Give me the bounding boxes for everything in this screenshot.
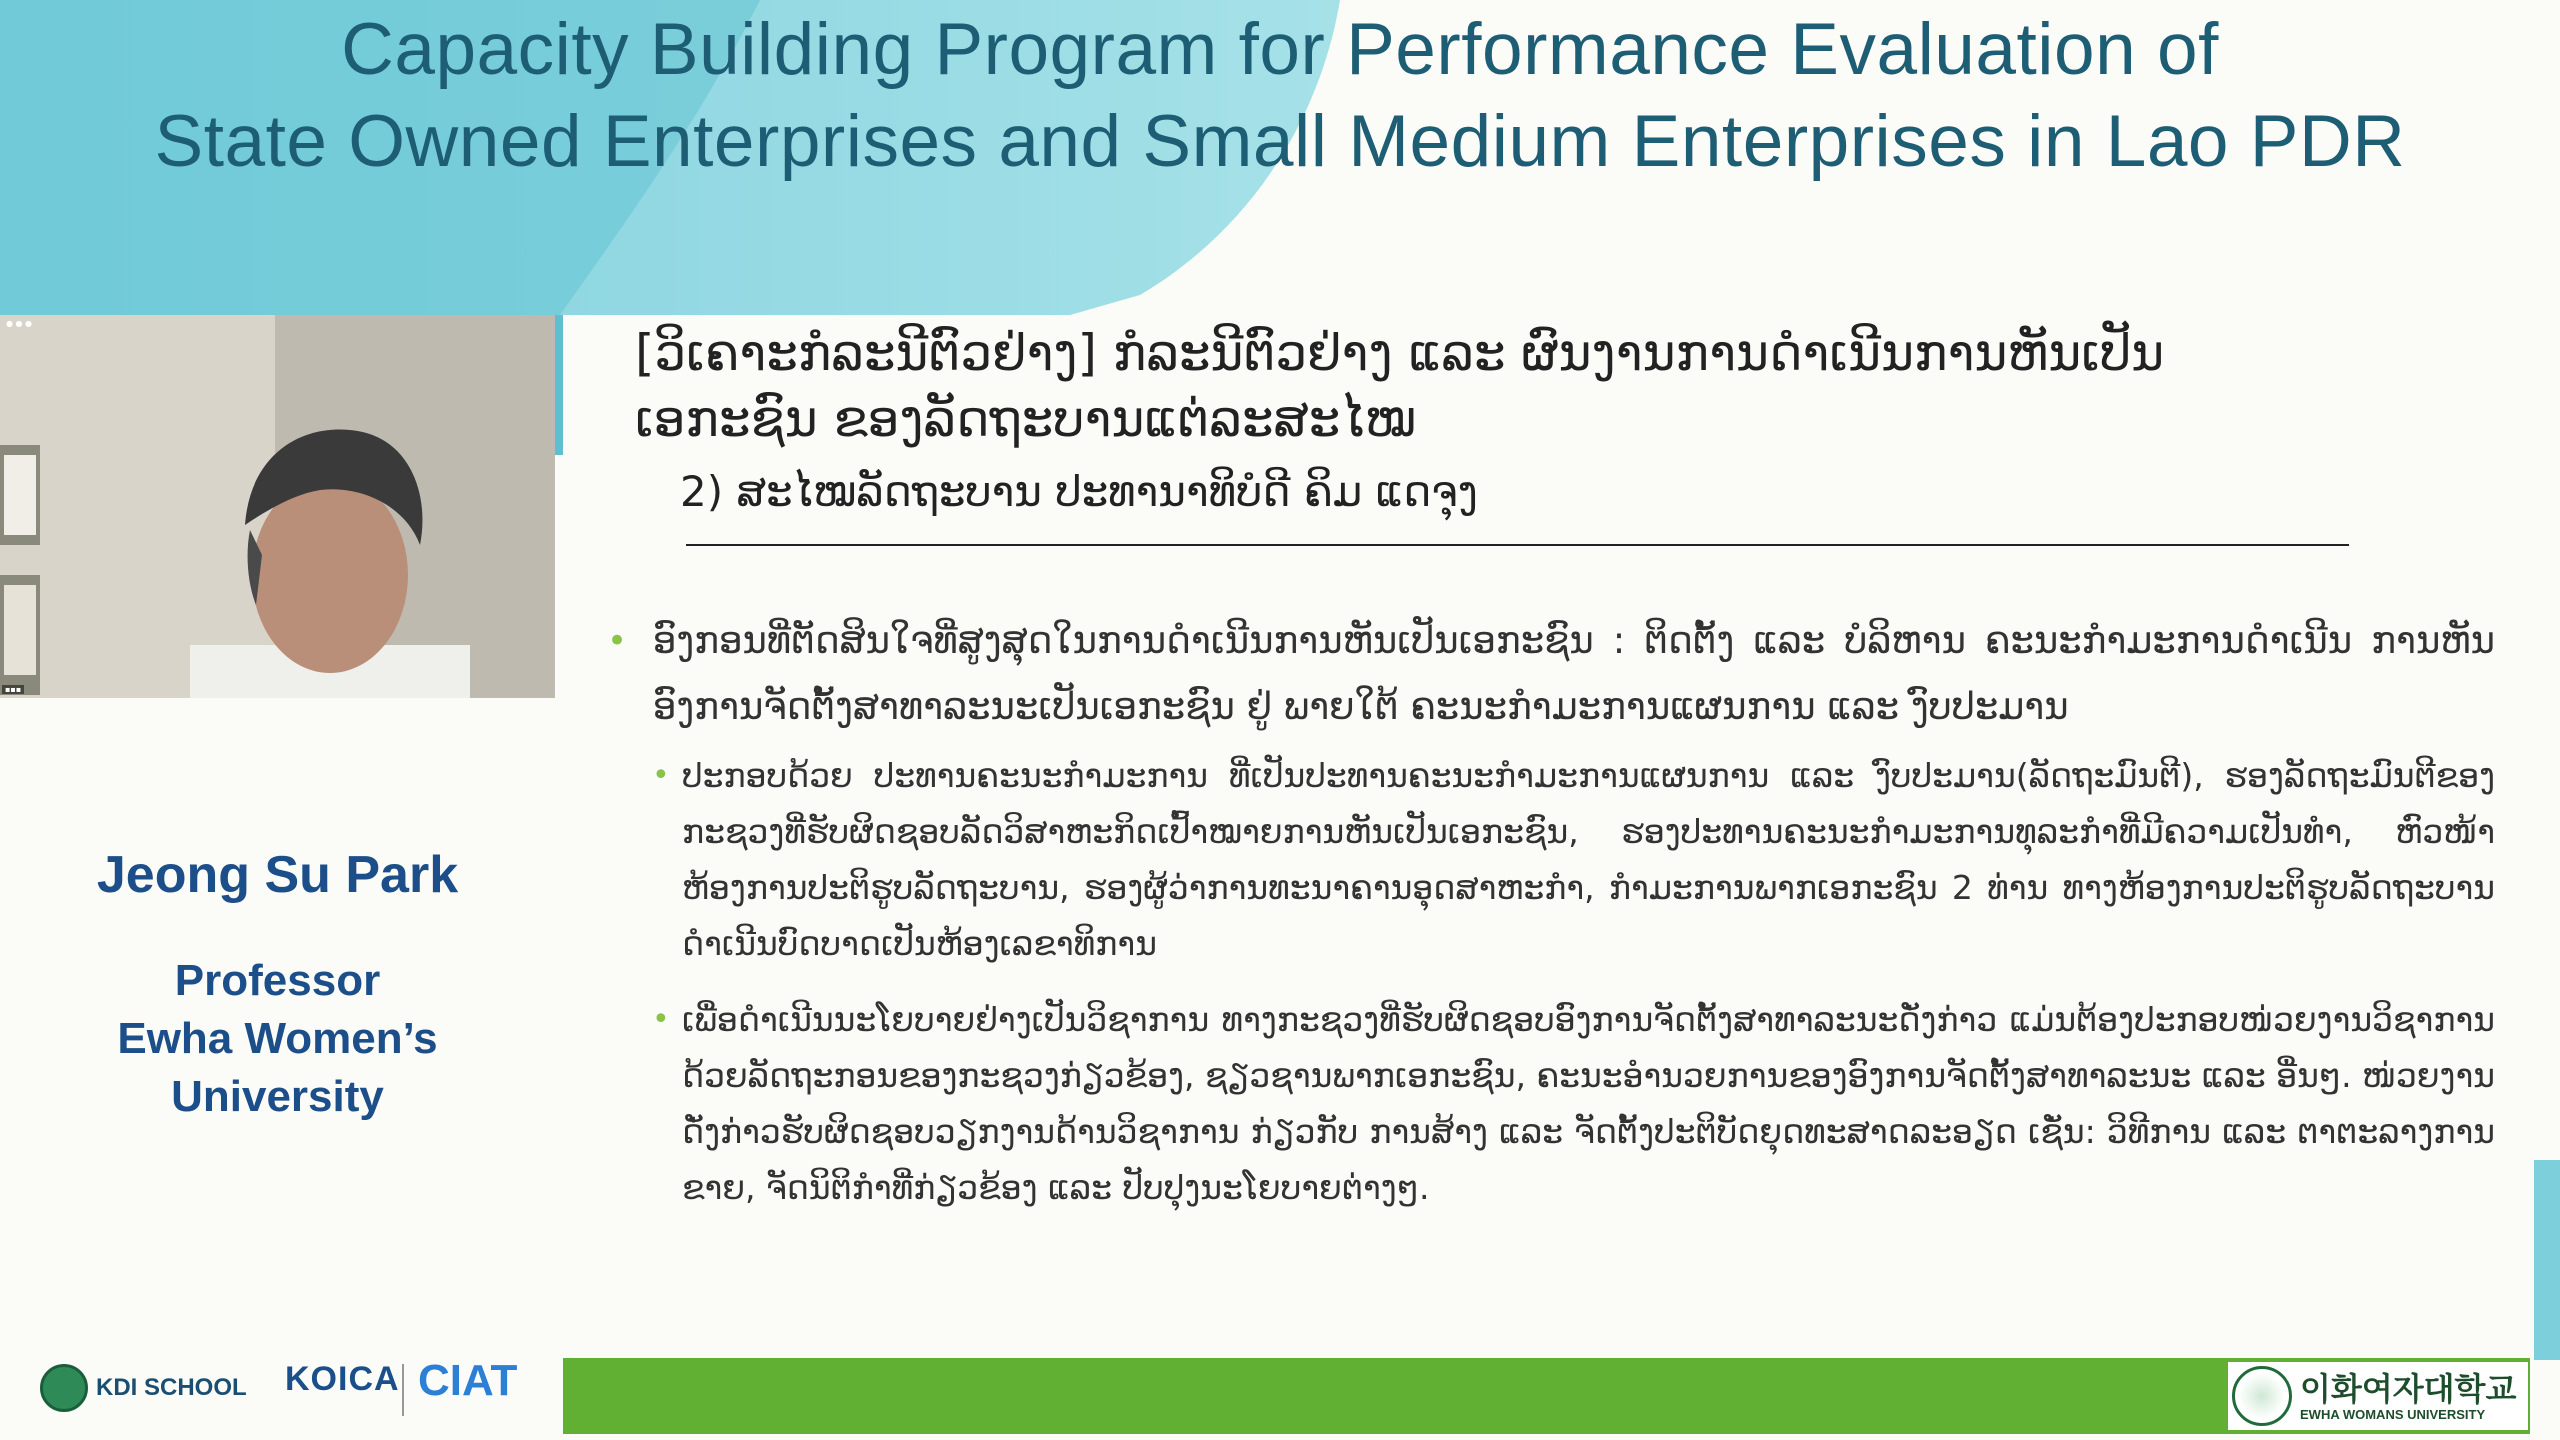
bullet-main	[607, 608, 2495, 740]
speaker-affiliation-line1: Ewha Women’s	[117, 1014, 438, 1063]
bullet-sub-2-text: ເພື່ອດຳເນີນນະໂຍບາຍຢ່າງເປັນວິຊາການ ທາງກະຊວງທີ່ຮັບຜິດຊອບອົງການຈັດຕັ້ງສາທາລະນະດັ່ງກ່າວ ແມ່ນຕ້ອງປະກອບໜ່ວຍງານວິຊາການ ດ້ວຍລັດຖະກອນຂອງກະຊວງກ່ຽວຂ້ອງ, ຊຽວຊານພາກເອກະຊົນ, ຄະນະອຳນວຍການຂອງອົງການຈັດຕັ້ງສາທາລະນະ ແລະ ອື່ນໆ. ໜ່ວຍງານດັ່ງກ່າວຮັບຜິດຊອບວຽກງານດ້ານວິຊາການ ກ່ຽວກັບ ການສ້າງ ແລະ ຈັດຕັ້ງປະຕິບັດຍຸດທະສາດລະອຽດ ເຊັ່ນ: ວິທີການ ແລະ ຕາຕະລາງການຂາຍ, ຈັດນິຕິກຳທີ່ກ່ຽວຂ້ອງ ແລະ ປັບປຸງນະໂຍບາຍຕ່າງໆ.	[682, 1000, 2496, 1207]
program-title-line1: Capacity Building Program for Performance Evaluation of	[341, 9, 2219, 90]
kdi-logo-text: KDI SCHOOL	[96, 1374, 247, 1401]
bullet-dot-icon: •	[652, 758, 670, 793]
koica-logo: KOICA	[285, 1360, 400, 1398]
ciat-logo: CIAT	[418, 1356, 518, 1405]
speaker-video[interactable]	[0, 315, 555, 698]
slide-title: [ວິເຄາະກໍລະນີຕົວຢ່າງ] ກໍລະນີຕົວຢ່າງ ແລະ ຜົນງານການດຳເນີນການຫັນເປັນເອກະຊົນ ຂອງລັດຖະບານແຕ່ລະສະໄໝ	[635, 324, 2165, 448]
speaker-role: Professor	[174, 956, 381, 1005]
speaker-info	[0, 840, 555, 1126]
title-divider	[686, 544, 2349, 546]
speaker-affiliation-line2: University	[171, 1072, 384, 1121]
bullet-sub-1	[652, 748, 2495, 972]
video-name-tag: ▪▪▪	[2, 685, 24, 694]
ewha-university-logo	[2228, 1362, 2528, 1430]
kdi-school-logo	[40, 1364, 247, 1412]
program-title	[0, 0, 2560, 188]
program-title-line2: State Owned Enterprises and Small Medium Enterprises in Lao PDR	[154, 101, 2406, 182]
kdi-emblem-icon	[40, 1364, 88, 1412]
ewha-emblem-icon	[2232, 1366, 2292, 1426]
slide-subtitle: 2) ສະໄໝລັດຖະບານ ປະທານາທິບໍດີ ຄິມ ແດຈຸງ	[680, 467, 1478, 516]
bullet-main-text: ອົງກອນທີ່ຕັດສິນໃຈທີ່ສູງສຸດໃນການດຳເນີນການຫັນເປັນເອກະຊົນ : ຕິດຕັ້ງ ແລະ ບໍລິຫານ ຄະນະກຳມະການດຳເນີນ ການຫັນອົງການຈັດຕັ້ງສາທາລະນະເປັນເອກະຊົນ ຢູ່ ພາຍໃຕ້ ຄະນະກຳມະການແຜນການ ແລະ ງົບປະມານ	[653, 619, 2495, 728]
bullet-sub-2	[652, 992, 2496, 1216]
logo-separator	[402, 1364, 404, 1416]
speaker-video-frame	[0, 315, 555, 698]
right-edge-accent	[2534, 1160, 2560, 1360]
bullet-sub-1-text: ປະກອບດ້ວຍ ປະທານຄະນະກຳມະການ ທີ່ເປັນປະທານຄະນະກຳມະການແຜນການ ແລະ ງົບປະມານ(ລັດຖະມົນຕີ), ຮອງລັດຖະມົນຕີຂອງກະຊວງທີ່ຮັບຜິດຊອບລັດວິສາຫະກິດເປົ້າໝາຍການຫັນເປັນເອກະຊົນ, ຮອງປະທານຄະນະກຳມະການທຸລະກຳທີ່ມີຄວາມເປັນທຳ, ຫົວໜ້າຫ້ອງການປະຕິຮູບລັດຖະບານ, ຮອງຜູ້ວ່າການທະນາຄານອຸດສາຫະກຳ, ກຳມະການພາກເອກະຊົນ 2 ທ່ານ ທາງຫ້ອງການປະຕິຮູບລັດຖະບານ ດຳເນີນບົດບາດເປັນຫ້ອງເລຂາທິການ	[682, 756, 2495, 963]
speaker-name: Jeong Su Park	[96, 846, 459, 904]
ewha-korean-name: 이화여자대학교	[2300, 1369, 2517, 1408]
video-label: ● ● ●	[6, 319, 33, 328]
ewha-english-name: EWHA WOMANS UNIVERSITY	[2300, 1406, 2486, 1422]
bullet-dot-icon: •	[607, 621, 628, 661]
bullet-dot-icon: •	[652, 1002, 670, 1037]
